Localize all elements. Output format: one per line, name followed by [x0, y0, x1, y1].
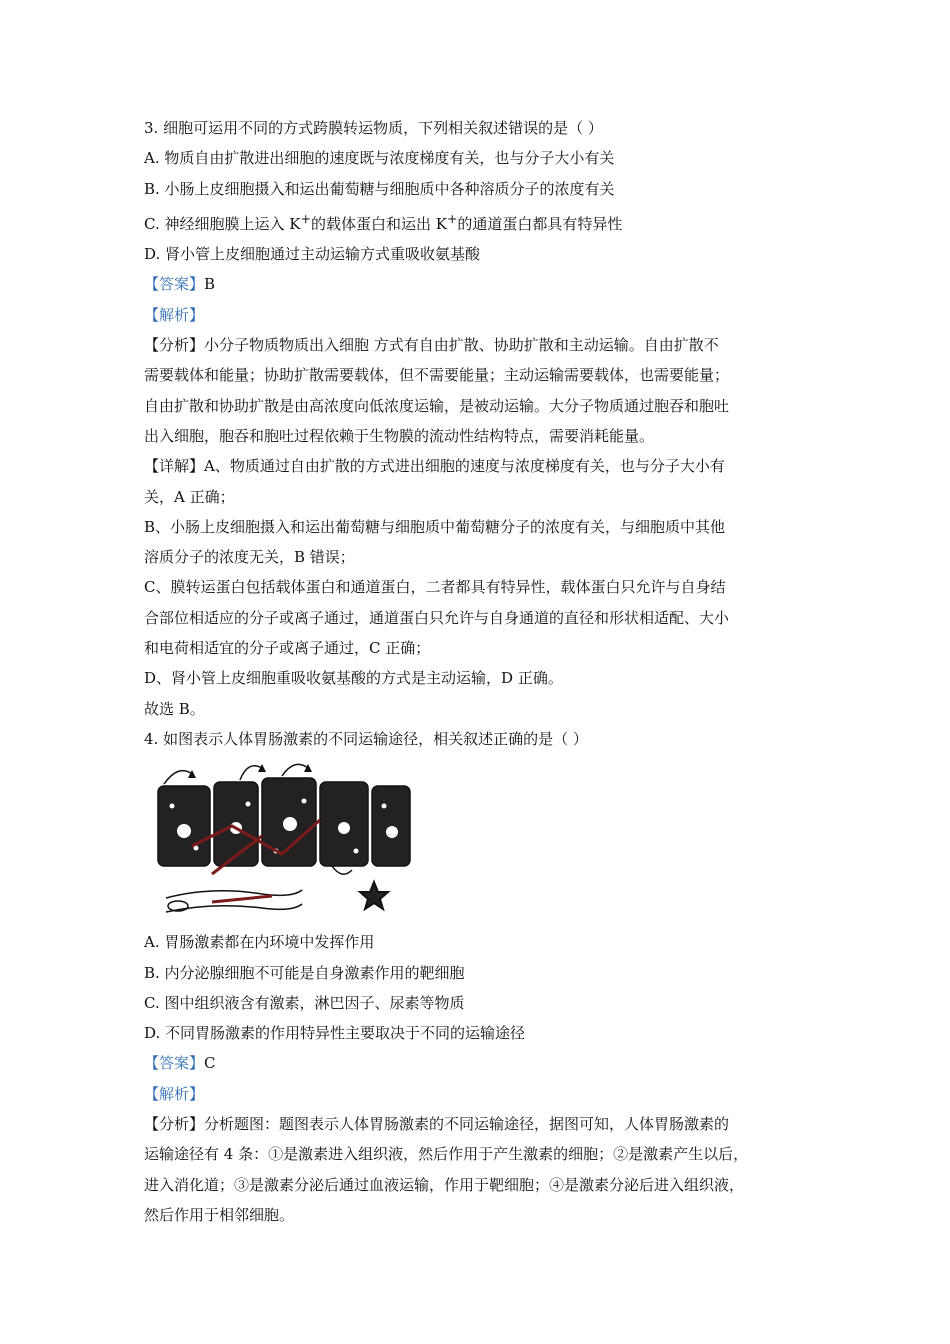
q4-option-c: C. 图中组织液含有激素，淋巴因子、尿素等物质	[144, 993, 465, 1012]
q3-detail-line: 合部位相适应的分子或离子通过，通道蛋白只允许与自身通道的直径和形状相适配、大小	[144, 608, 730, 627]
q3-jiexi-tag: 【解析】	[144, 305, 205, 324]
q4-option-a: A. 胃肠激素都在内环境中发挥作用	[144, 933, 375, 952]
q3-stem: 3. 细胞可运用不同的方式跨膜转运物质，下列相关叙述错误的是（ ）	[144, 119, 603, 137]
q3-detail-line: 溶质分子的浓度无关，B 错误；	[144, 548, 355, 567]
q4-option-b: B. 内分泌腺细胞不可能是自身激素作用的靶细胞	[144, 963, 465, 982]
q4-analysis-line: 进入消化道；③是激素分泌后通过血液运输，作用于靶细胞；④是激素分泌后进入组织液，	[144, 1175, 745, 1194]
q3-detail-line: D、肾小管上皮细胞重吸收氨基酸的方式是主动运输，D 正确。	[144, 669, 563, 688]
q3-detail-line: 【详解】A、物质通过自由扩散的方式进出细胞的速度与浓度梯度有关，也与分子大小有	[144, 457, 725, 476]
answer-tag: 【答案】	[144, 275, 205, 294]
q3-analysis-line: 需要载体和能量；协助扩散需要载体，但不需要能量；主动运输需要载体，也需要能量；	[144, 366, 730, 385]
q3-analysis-line: 【分析】小分子物质物质出入细胞 方式有自由扩散、协助扩散和主动运输。自由扩散不	[144, 336, 719, 355]
document-content	[144, 113, 814, 1230]
q3-answer: 【答案】B	[144, 275, 216, 294]
q4-option-d: D. 不同胃肠激素的作用特异性主要取决于不同的运输途径	[144, 1024, 526, 1043]
q4-stem: 4. 如图表示人体胃肠激素的不同运输途径，相关叙述正确的是（ ）	[144, 729, 588, 748]
q3-detail-line: 故选 B。	[144, 699, 205, 718]
q3-detail-line: 和电荷相适宜的分子或离子通过，C 正确；	[144, 639, 431, 658]
q4-analysis-line: 【分析】分析题图：题图表示人体胃肠激素的不同运输途径，据图可知，人体胃肠激素的	[144, 1115, 730, 1134]
q3-detail-line: B、小肠上皮细胞摄入和运出葡萄糖与细胞质中葡萄糖分子的浓度有关，与细胞质中其他	[144, 517, 726, 536]
q3-detail-line: 关，A 正确；	[144, 487, 235, 506]
q3-option-d: D. 肾小管上皮细胞通过主动运输方式重吸收氨基酸	[144, 245, 481, 264]
q3-detail-line: C、膜转运蛋白包括载体蛋白和通道蛋白，二者都具有特异性，载体蛋白只允许与自身结	[144, 578, 726, 597]
answer-tag: 【答案】	[144, 1054, 205, 1073]
q3-analysis-line: 出入细胞，胞吞和胞吐过程依赖于生物膜的流动性结构特点，需要消耗能量。	[144, 426, 655, 445]
q3-analysis-line: 自由扩散和协助扩散是由高浓度向低浓度运输，是被动运输。大分子物质通过胞吞和胞吐	[144, 396, 730, 415]
q3-option-a: A. 物质自由扩散进出细胞的速度既与浓度梯度有关，也与分子大小有关	[144, 149, 615, 168]
q4-analysis-line: 运输途径有 4 条：①是激素进入组织液，然后作用于产生激素的细胞；②是激素产生以后，	[144, 1145, 749, 1164]
q3-option-b: B. 小肠上皮细胞摄入和运出葡萄糖与细胞质中各种溶质分子的浓度有关	[144, 179, 615, 198]
q4-jiexi-tag: 【解析】	[144, 1084, 205, 1103]
q4-analysis-line: 然后作用于相邻细胞。	[144, 1205, 295, 1224]
hormone-transport-figure	[152, 756, 414, 921]
q3-option-c: C. 神经细胞膜上运入 K+的载体蛋白和运出 K+的通道蛋白都具有特异性	[144, 210, 623, 233]
q4-answer: 【答案】C	[144, 1054, 216, 1073]
